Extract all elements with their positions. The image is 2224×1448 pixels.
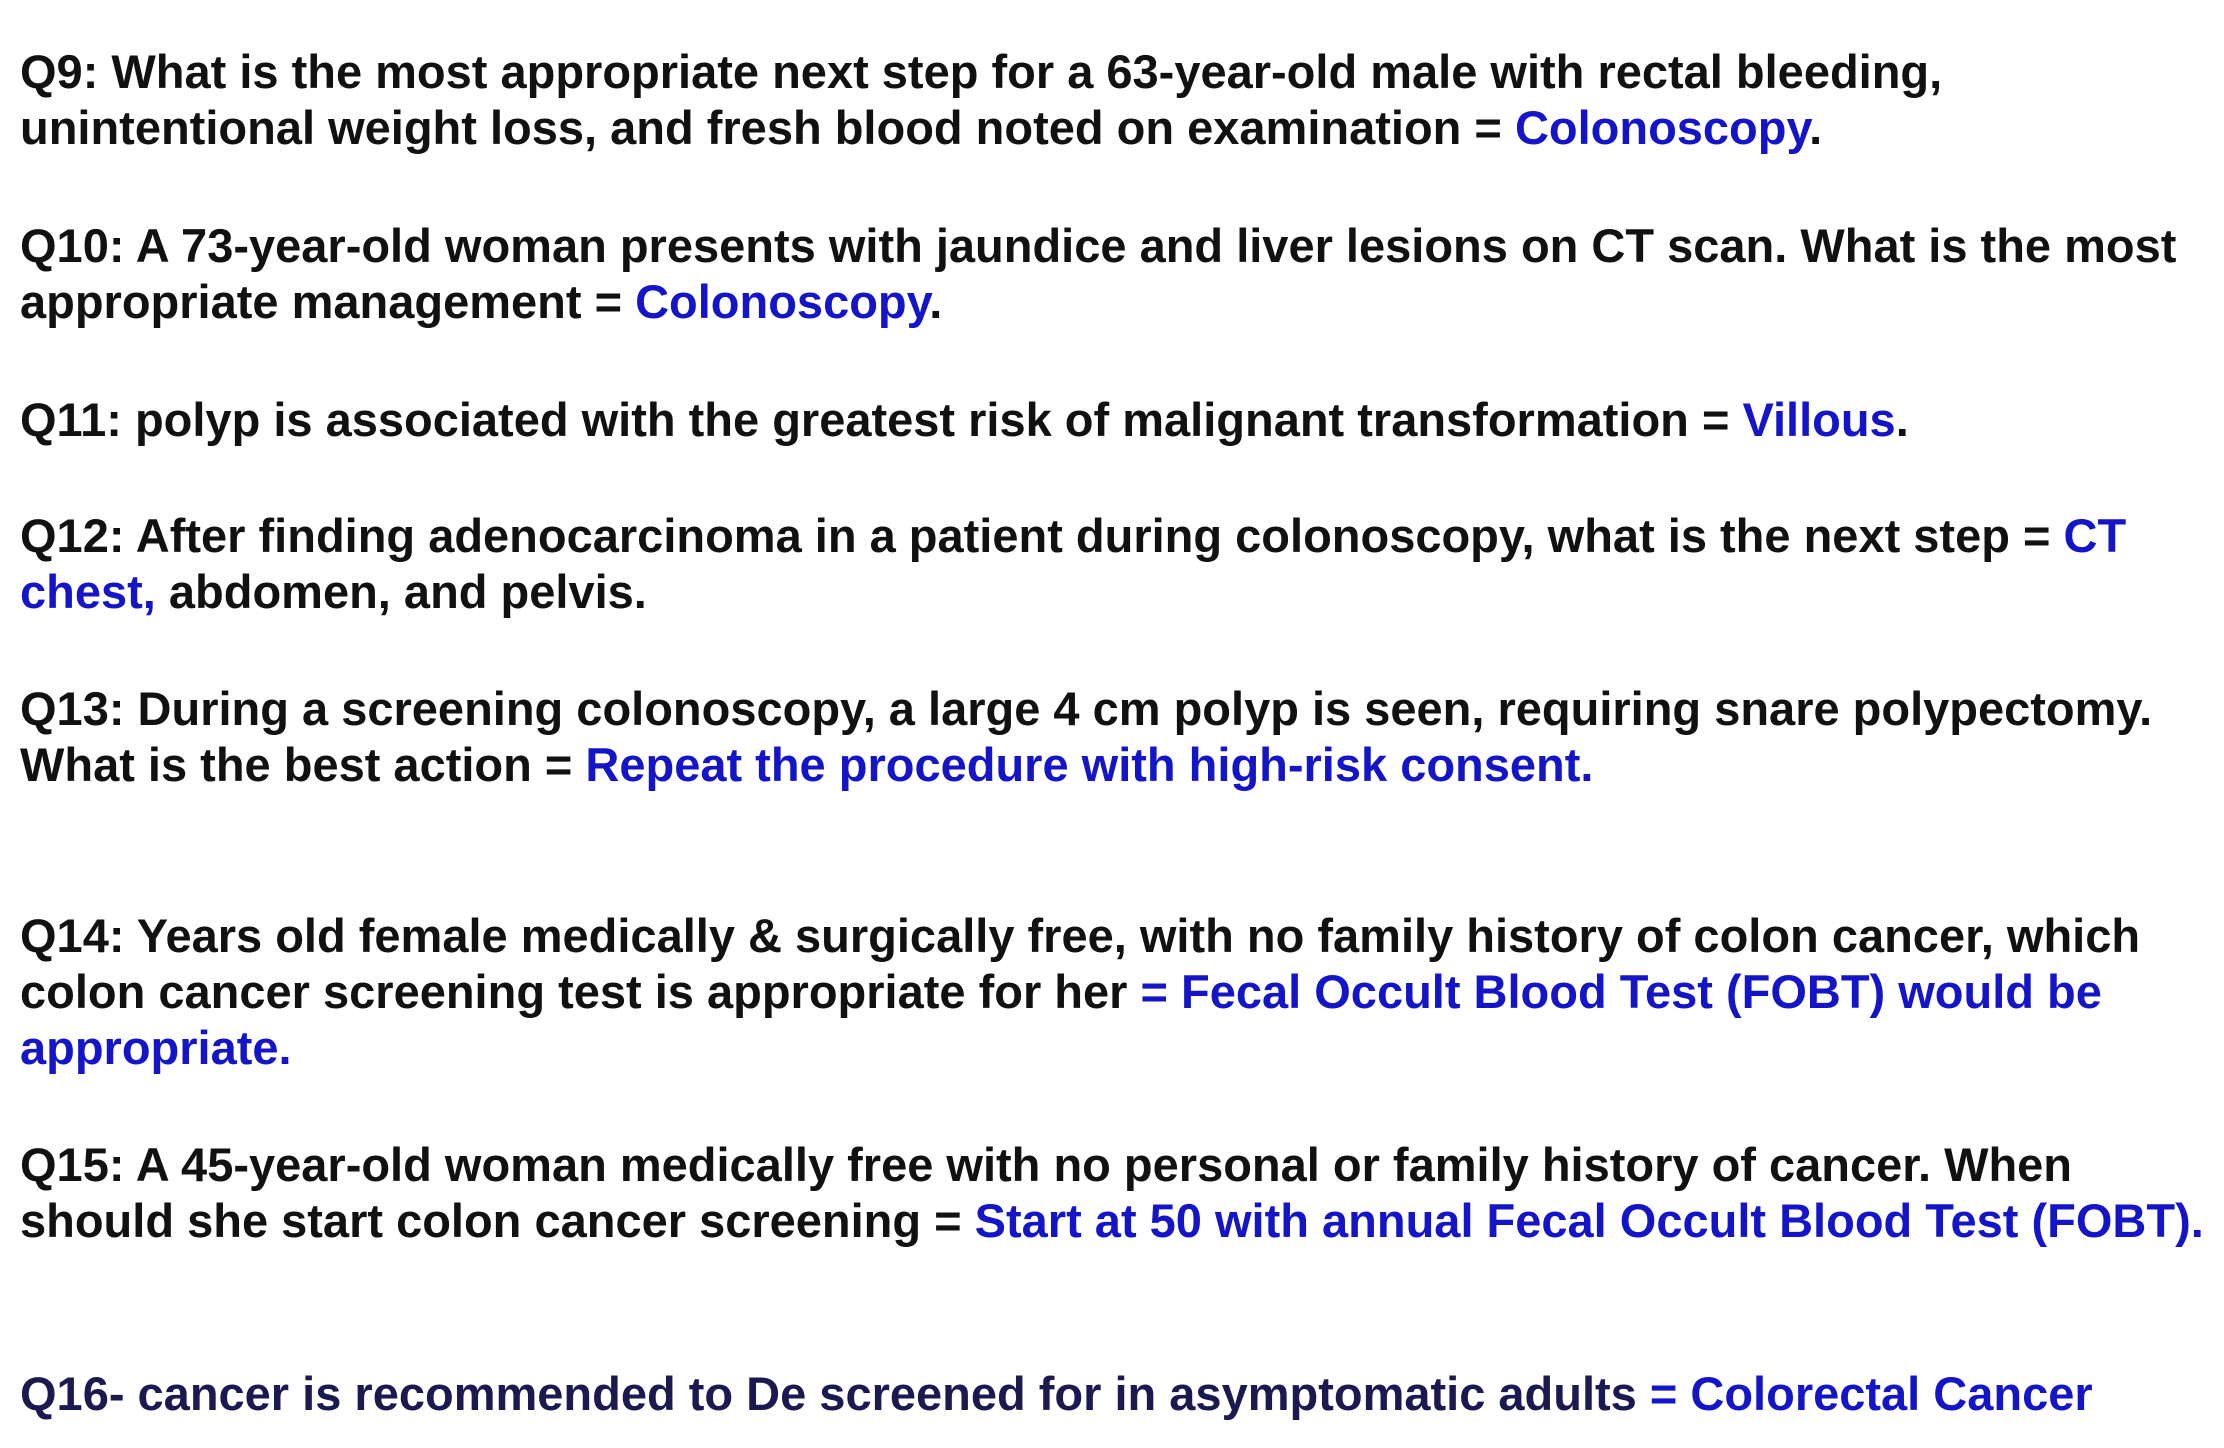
qa-item-q10: [20, 218, 2210, 330]
question-text: Q9: What is the most appropriate next step for a 63-year-old male with rectal bleeding, unintentional weight loss, and fresh blood noted on examination =: [20, 45, 1943, 154]
qa-item-q11: [20, 392, 1909, 448]
answer-text: Villous: [1742, 393, 1896, 446]
qa-item-q16: [20, 1366, 2093, 1422]
answer-text: CT chest,: [20, 509, 2127, 618]
question-text: Q13: During a screening colonoscopy, a large 4 cm polyp is seen, requiring snare polypectomy. What is the best action =: [20, 682, 2153, 791]
answer-text: = Colorectal Cancer: [1649, 1367, 2093, 1420]
qa-item-q15: [20, 1137, 2210, 1249]
qa-item-q9: [20, 44, 2210, 156]
question-text: Q12: After finding adenocarcinoma in a patient during colonoscopy, what is the next step =: [20, 509, 2064, 562]
answer-suffix: .: [929, 275, 943, 328]
answer-suffix: .: [1895, 393, 1909, 446]
answer-text: Start at 50 with annual Fecal Occult Blood Test (FOBT).: [974, 1194, 2204, 1247]
qa-item-q12: [20, 508, 2210, 620]
answer-text: Colonoscopy: [635, 275, 930, 328]
answer-text: = Fecal Occult Blood Test (FOBT) would be appropriate.: [20, 965, 2102, 1074]
answer-text: Colonoscopy: [1514, 101, 1810, 154]
question-text: Q16- cancer is recommended to De screened for in asymptomatic adults: [20, 1367, 1650, 1420]
answer-text: Repeat the procedure with high-risk consent.: [585, 738, 1594, 791]
qa-item-q13: [20, 681, 2210, 793]
answer-suffix: .: [1809, 101, 1823, 154]
qa-item-q14: [20, 908, 2210, 1076]
question-text: Q11: polyp is associated with the greatest risk of malignant transformation =: [20, 393, 1743, 446]
question-text: Q10: A 73-year-old woman presents with jaundice and liver lesions on CT scan. What is the most appropriate management =: [20, 219, 2177, 328]
question-text: Q15: A 45-year-old woman medically free with no personal or family history of cancer. When should she start colon cancer screening =: [20, 1138, 2073, 1247]
answer-suffix: abdomen, and pelvis.: [155, 565, 647, 618]
question-text: Q14: Years old female medically & surgically free, with no family history of colon cancer, which colon cancer screening test is appropriate for her: [20, 909, 2141, 1018]
